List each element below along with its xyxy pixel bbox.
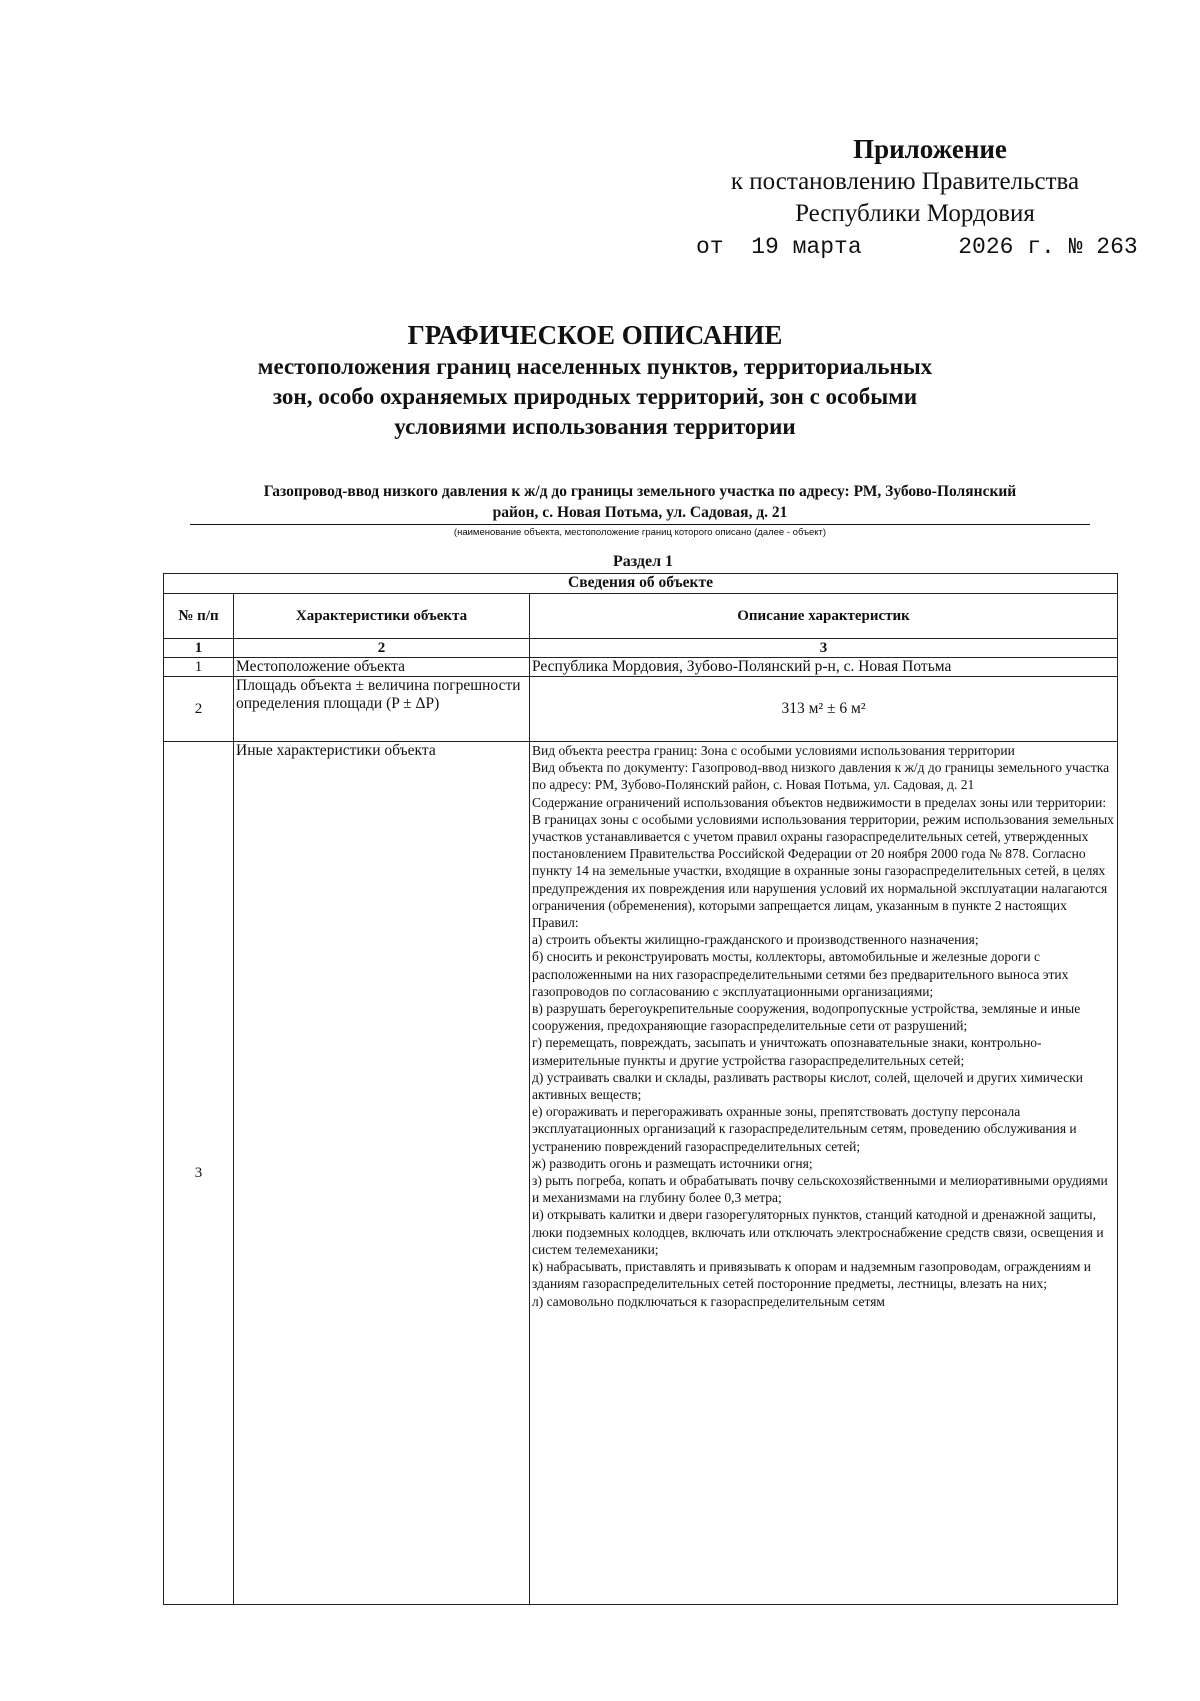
column-index: 2 [234, 639, 530, 658]
title-line-2: местоположения границ населенных пунктов, территориальных [257, 354, 933, 379]
row-value: Республика Мордовия, Зубово-Полянский р-н, с. Новая Потьма [530, 658, 1118, 677]
title-line-3: зон, особо охраняемых природных территорий, зон с особыми [272, 384, 918, 409]
row-number: 2 [164, 677, 234, 742]
column-index: 1 [164, 639, 234, 658]
appendix-header [690, 132, 1138, 262]
appendix-date-number: от 19 марта 2026 г. № 263 [696, 234, 1138, 260]
row-number: 3 [164, 742, 234, 1605]
table-column-index-row [164, 639, 1118, 658]
row-value-restrictions [530, 742, 1118, 1605]
column-header-characteristic: Характеристики объекта [234, 594, 530, 639]
restriction-item: и) открывать калитки и двери газорегуляторных пунктов, станций катодной и дренажной защиты, люки подземных колодцев, включать или отключать электроснабжение средств связи, освещения и систем телемеханики; [532, 1207, 1104, 1257]
restriction-item: г) перемещать, повреждать, засыпать и уничтожать опознавательные знаки, контрольно-измерительные пункты и другие устройства газораспределительных сетей; [532, 1035, 1042, 1068]
restriction-item: б) сносить и реконструировать мосты, коллекторы, автомобильные и железные дороги с расположенными на них газораспределительными сетями без предварительного выноса этих газопроводов по согласованию с эксплуатационными организациями; [532, 949, 1069, 999]
object-name [190, 481, 1090, 523]
restriction-item: л) самовольно подключаться к газораспределительным сетям [532, 1293, 885, 1309]
object-caption: (наименование объекта, местоположение границ которого описано (далее - объект) [453, 527, 827, 538]
document-title [200, 318, 990, 442]
title-line-4: условиями использования территории [394, 414, 796, 439]
object-name-line-2: район, с. Новая Потьма, ул. Садовая, д. 21 [492, 504, 788, 521]
row-characteristic: Иные характеристики объекта [234, 742, 530, 1605]
column-index: 3 [530, 639, 1118, 658]
restriction-item: д) устраивать свалки и склады, разливать растворы кислот, солей, щелочей и других химически активных веществ; [532, 1069, 1083, 1103]
restriction-item: а) строить объекты жилищно-гражданского и производственного назначения; [532, 932, 979, 948]
restriction-paragraph: Содержание ограничений использования объектов недвижимости в пределах зоны или территории: В границах зоны с особыми условиями использования территории, режим использования земельных участков устанавливается с учетом правил охраны газораспределительных сетей, утвержденных постановлением Правительства Российской Федерации от 20 ноября 2000 года № 878. Согласно пункту 14 на земельные участки, входящие в охранные зоны газораспределительных сетей, в целях предупреждения их повреждения или нарушения условий их нормальной эксплуатации налагаются ограничения (обременения), которыми запрещается лицам, указанным в пункте 2 настоящих Правил: [532, 794, 1114, 931]
object-name-underline [190, 524, 1090, 525]
column-header-number: № п/п [164, 594, 234, 639]
table-title: Сведения об объекте [164, 574, 1118, 594]
row-characteristic: Площадь объекта ± величина погрешности определения площади (P ± ΔP) [234, 677, 530, 742]
row-value: 313 м² ± 6 м² [530, 677, 1118, 742]
table-title-row [164, 574, 1118, 594]
row-characteristic: Местоположение объекта [234, 658, 530, 677]
table-row [164, 677, 1118, 742]
restriction-item: в) разрушать берегоукрепительные сооружения, водопропускные устройства, земляные и иные сооружения, предохраняющие газораспределительные сети от разрушений; [532, 1001, 1081, 1034]
table-row [164, 742, 1118, 1605]
restriction-item: ж) разводить огонь и размещать источники огня; [532, 1155, 813, 1171]
object-info-table [163, 573, 1118, 1605]
appendix-line-republic: Республики Мордовия [795, 200, 1035, 227]
object-name-line-1: Газопровод-ввод низкого давления к ж/д до границы земельного участка по адресу: РМ, Зубово-Полянский [263, 483, 1017, 500]
appendix-title: Приложение [853, 134, 1007, 164]
table-header-row [164, 594, 1118, 639]
restriction-paragraph: Вид объекта реестра границ: Зона с особыми условиями использования территории [532, 743, 1015, 758]
restriction-item: з) рыть погреба, копать и обрабатывать почву сельскохозяйственными и мелиоративными орудиями и механизмами на глубину более 0,3 метра; [532, 1173, 1108, 1206]
restriction-item: е) огораживать и перегораживать охранные зоны, препятствовать доступу персонала эксплуатационных организаций к газораспределительным сетям, проведению обслуживания и устранению повреждений газораспределительных сетей; [532, 1104, 1077, 1154]
restriction-paragraph: Вид объекта по документу: Газопровод-ввод низкого давления к ж/д до границы земельного участка по адресу: РМ, Зубово-Полянский район, с. Новая Потьма, ул. Садовая, д. 21 [532, 760, 1110, 793]
title-line-1: ГРАФИЧЕСКОЕ ОПИСАНИЕ [407, 320, 783, 350]
appendix-line-resolution: к постановлению Правительства [730, 168, 1080, 195]
table-row [164, 658, 1118, 677]
column-header-description: Описание характеристик [530, 594, 1118, 639]
restriction-item: к) набрасывать, приставлять и привязывать к опорам и надземным газопроводам, ограждениям и зданиям газораспределительных сетей посторонние предметы, лестницы, влезать на них; [532, 1259, 1091, 1292]
section-label: Раздел 1 [612, 553, 674, 570]
row-number: 1 [164, 658, 234, 677]
